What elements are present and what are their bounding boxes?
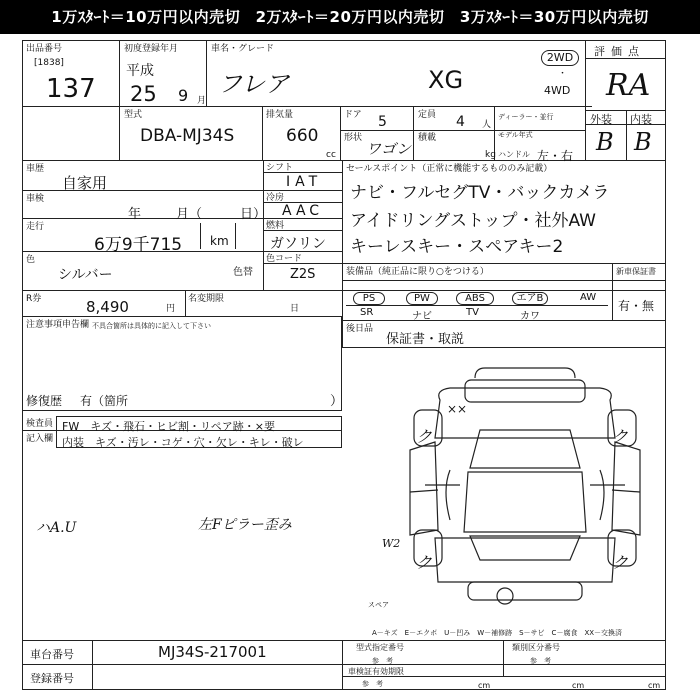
shaken-year: 年 — [128, 207, 142, 222]
notes-sublabel: 不具合箇所は具体的に記入して下さい — [92, 322, 211, 330]
notes-label: 注意事項申告欄 — [26, 320, 90, 330]
warranty: 有・無 — [618, 299, 655, 313]
sales-points-label: セールスポイント（正常に機能するもののみ記載） — [346, 164, 553, 174]
tire-mark-front-right: ク — [612, 427, 629, 446]
first-registration-label: 初度登録年月 — [124, 44, 179, 54]
handwritten-note-2: 左Fピラー歪み — [198, 517, 292, 533]
doors-label: ドア — [344, 110, 362, 120]
equip-pw: PW — [406, 292, 438, 305]
cm-unit-1: cm — [478, 681, 491, 690]
equip-airbag: エアB — [512, 292, 548, 305]
body-shape-label: 形状 — [344, 133, 363, 143]
color-label: 色 — [26, 255, 36, 265]
equipment-label: 装備品（純正品に限り○をつける） — [346, 267, 489, 277]
km-unit: km — [210, 234, 229, 248]
color: シルバー — [58, 267, 113, 283]
dealer-label: ディーラー・並行 — [498, 113, 554, 121]
equip-ps: PS — [353, 292, 385, 305]
doors: 5 — [378, 114, 387, 130]
type-designation-label: 型式指定番号 — [356, 643, 404, 652]
record-label: 記入欄 — [26, 434, 54, 444]
load-label: 積載 — [418, 133, 437, 143]
auction-score: RA — [606, 68, 651, 103]
shaken-month: 月（ — [176, 207, 203, 222]
exterior-label: 外装 — [590, 113, 612, 126]
sales-point-1: ナビ・フルセグTV・バックカメラ — [350, 183, 610, 203]
designation-ref: 参 考 — [372, 657, 393, 665]
cm-unit-2: cm — [572, 681, 585, 690]
after-items: 保証書・取説 — [386, 332, 465, 347]
category-ref: 参 考 — [530, 657, 551, 665]
after-items-label: 後日品 — [346, 324, 374, 334]
equip-navi: ナビ — [412, 311, 432, 322]
handle-label: ハンドル — [498, 150, 530, 159]
promo-banner: 1万ｽﾀｰﾄ＝10万円以内売切 2万ｽﾀｰﾄ＝20万円以内売切 3万ｽﾀｰﾄ＝30万円以内売切 — [0, 0, 700, 34]
registration-era: 平成 — [126, 63, 154, 79]
air-conditioner: AAC — [282, 203, 324, 219]
shaken-day: 日） — [240, 207, 267, 222]
drive-2wd-circled: 2WD — [541, 50, 579, 66]
exterior-grade: B — [596, 128, 614, 156]
equip-tv: TV — [466, 307, 479, 318]
registration-month: 9 — [178, 86, 189, 105]
valid-until-label: 車検証有効期限 — [348, 667, 404, 676]
shift: IAT — [286, 174, 323, 190]
damage-legend: A－キズ E－エクボ U－凹み W－補修跡 S－サビ C－腐食 XX－交換済 — [372, 629, 623, 637]
handwritten-note-1: ハA.U — [36, 520, 77, 536]
plate-number-label: 登録番号 — [30, 672, 74, 685]
cc-unit: cc — [326, 150, 336, 160]
car-name: フレア — [218, 70, 290, 98]
name-change-label: 名変期限 — [188, 294, 225, 304]
equip-sr: SR — [360, 307, 374, 318]
repair-history: 有（箇所 — [80, 394, 129, 408]
recycle-label: R券 — [26, 294, 42, 304]
fuel: ガソリン — [270, 236, 326, 252]
warranty-label: 新車保証書 — [616, 267, 656, 276]
car-name-grade-label: 車名・グレード — [211, 44, 275, 54]
registration-year: 25 — [130, 82, 157, 106]
cm-unit-3: cm — [648, 681, 661, 690]
recycle-fee: 8,490 — [86, 298, 129, 316]
category-number-label: 類別区分番号 — [512, 643, 560, 652]
model-code: DBA-MJ34S — [140, 126, 235, 146]
body-shape: ワゴン — [366, 140, 412, 158]
sales-point-2: アイドリングストップ・社外AW — [350, 211, 596, 231]
kg-unit: kg — [485, 150, 496, 160]
equip-leather: カワ — [520, 311, 540, 322]
shaken-label: 車検 — [26, 194, 45, 204]
equip-aw: AW — [580, 292, 597, 303]
equip-abs: ABS — [456, 292, 494, 305]
exterior-notes: FW キズ・飛石・ヒビ割・リペア跡・×要 — [62, 420, 275, 433]
lot-number-subcode: [1838] — [34, 58, 64, 68]
car-grade: XG — [428, 66, 464, 94]
month-unit: 月 — [197, 96, 207, 106]
tire-mark-rear-right: ク — [612, 553, 629, 572]
capacity-label: 定員 — [418, 110, 437, 120]
model-label: 型式 — [124, 110, 143, 120]
name-change-day: 日 — [290, 304, 300, 314]
color-code: Z2S — [290, 267, 316, 282]
mileage: 6万9千715 — [94, 235, 183, 255]
spare-label: スペア — [368, 601, 389, 609]
shift-label: シフト — [266, 163, 294, 173]
interior-grade: B — [634, 128, 652, 156]
score-label: 評価点 — [594, 45, 645, 58]
valid-until-ref: 参 考 — [362, 680, 383, 688]
damage-mark-w2: W2 — [382, 537, 401, 550]
tire-mark-rear-left: ク — [416, 553, 433, 572]
color-code-label: 色コード — [266, 254, 303, 264]
tire-mark-front-left: ク — [416, 427, 433, 446]
interior-notes: 内装 キズ・汚レ・コゲ・穴・欠レ・キレ・破レ — [62, 436, 304, 449]
damage-mark-xx: ×× — [447, 402, 468, 416]
displacement-label: 排気量 — [266, 110, 294, 120]
frame-number-label: 車台番号 — [30, 648, 74, 661]
sales-point-3: キーレスキー・スペアキー2 — [350, 237, 564, 257]
frame-number: MJ34S-217001 — [158, 643, 267, 661]
capacity: 4 — [456, 114, 465, 130]
yen-unit: 円 — [166, 304, 176, 314]
interior-label: 内装 — [630, 113, 652, 126]
persons-unit: 人 — [482, 120, 492, 130]
lot-number-label: 出品番号 — [26, 44, 63, 54]
displacement: 660 — [286, 126, 319, 146]
lot-number: 137 — [46, 74, 96, 104]
mileage-label: 走行 — [26, 222, 45, 232]
usage-history-label: 車歴 — [26, 164, 45, 174]
handle-side: 左・右 — [537, 149, 574, 163]
model-year-label: モデル年式 — [498, 131, 533, 139]
drive-4wd: 4WD — [544, 84, 571, 97]
trim-change-label: 色替 — [233, 267, 253, 278]
fuel-label: 燃料 — [266, 221, 285, 231]
repair-history-label: 修復歴 — [26, 394, 63, 408]
ac-label: 冷房 — [266, 193, 285, 203]
usage-history: 自家用 — [62, 174, 108, 192]
inspector-label: 検査員 — [26, 419, 54, 429]
